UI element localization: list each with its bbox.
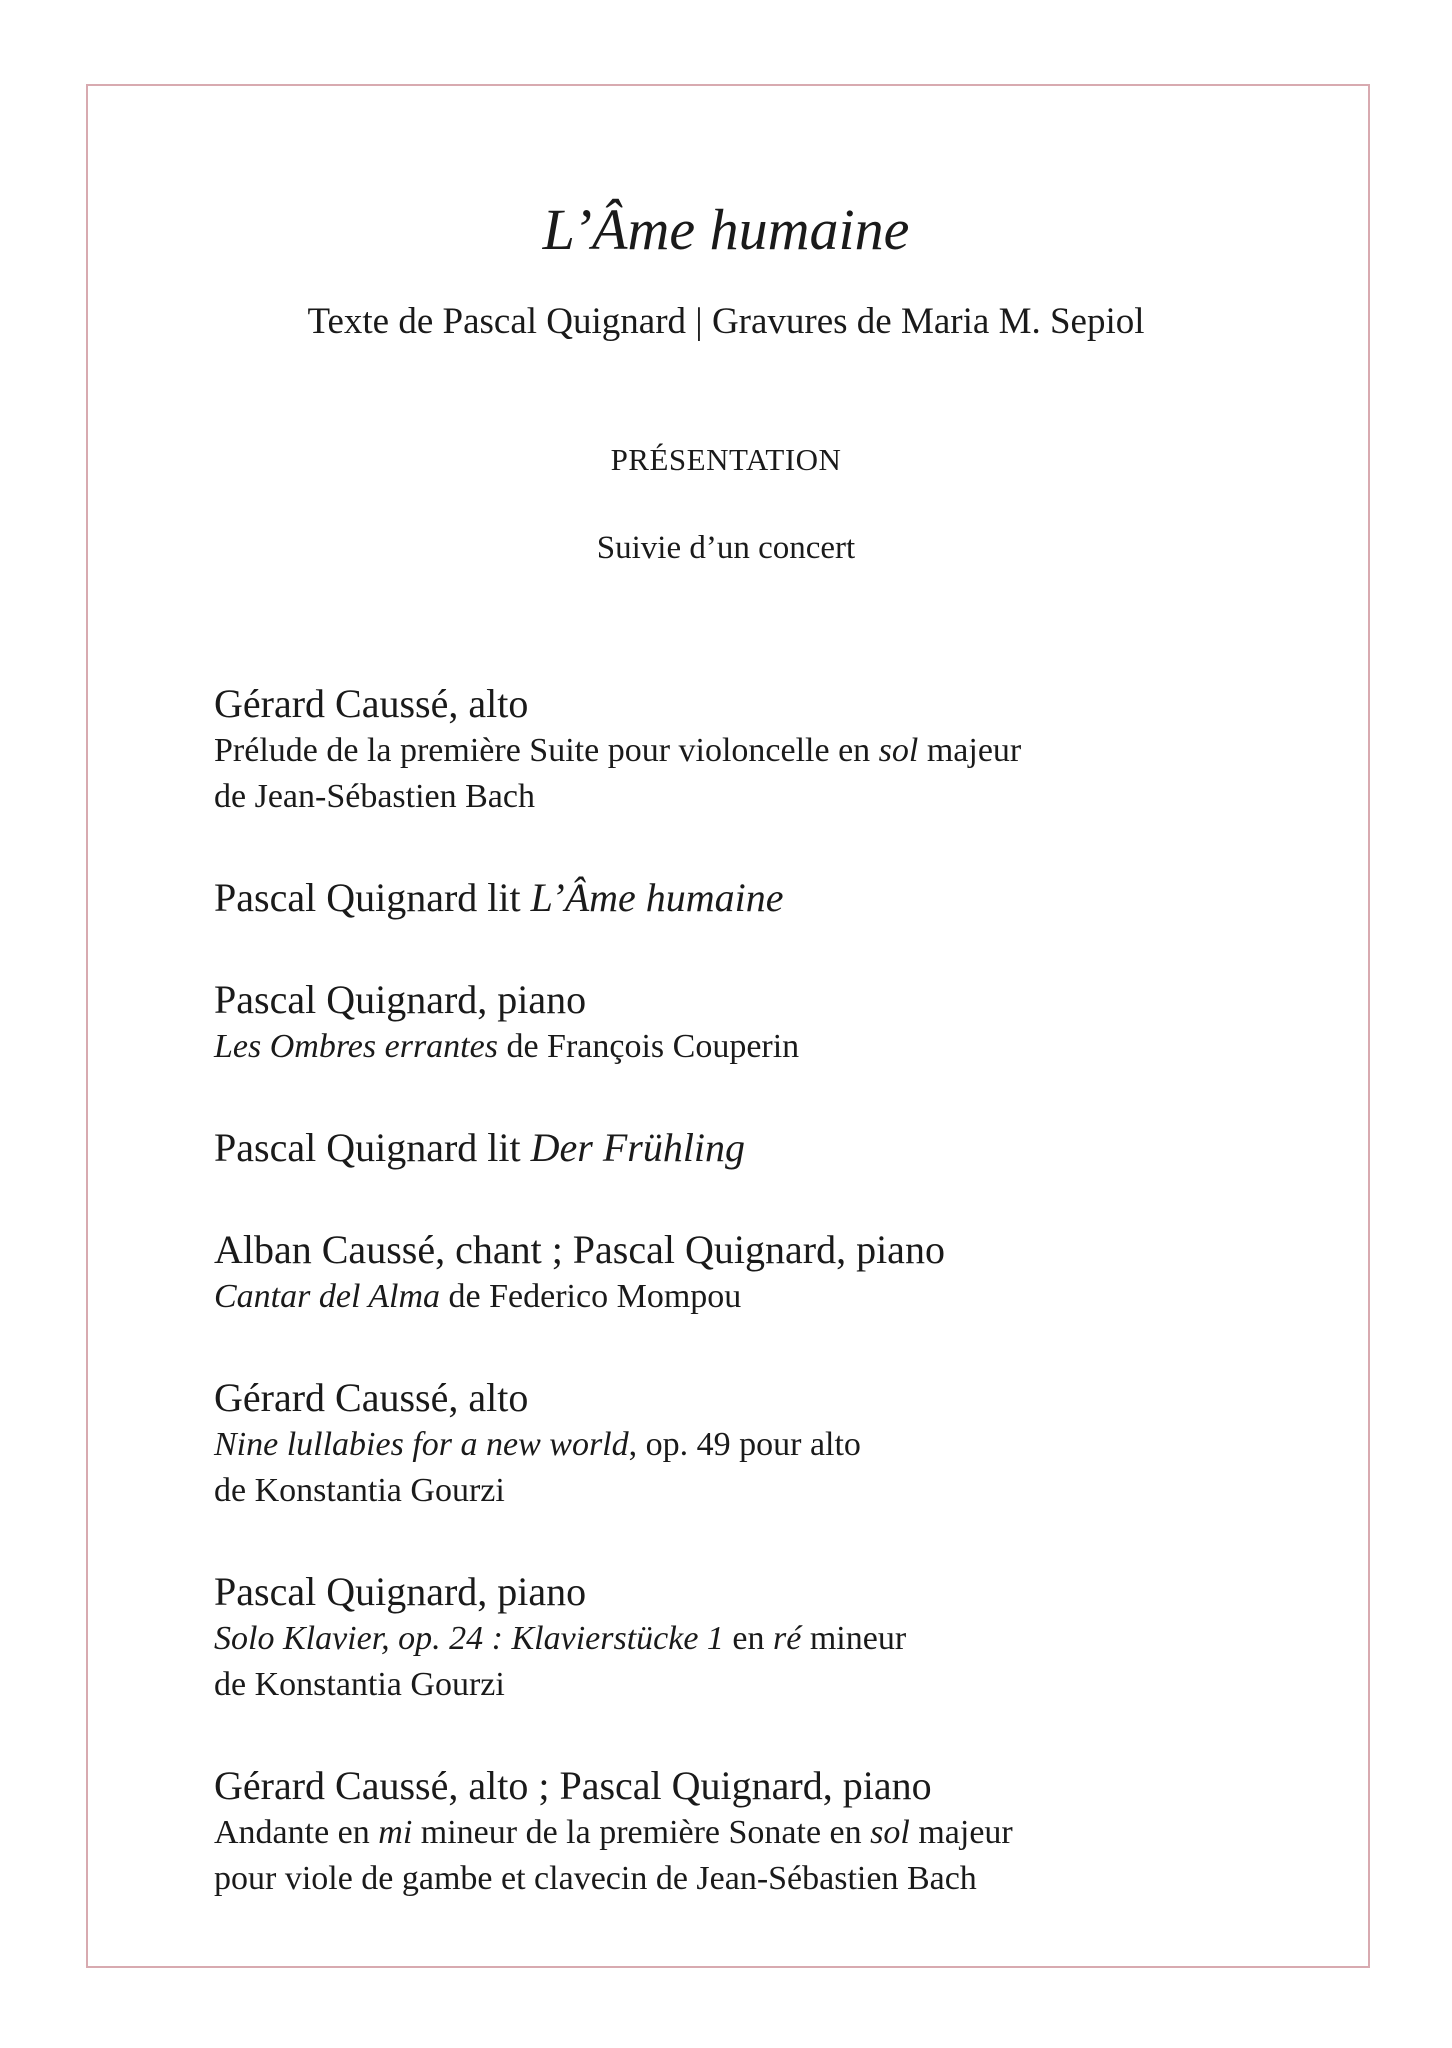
performer: Gérard Caussé, alto xyxy=(214,1375,529,1420)
concert-subheading: Suivie d’un concert xyxy=(596,530,856,566)
work-line: pour viole de gambe et clavecin de Jean-Sébastien Bach xyxy=(214,1860,977,1897)
page-subtitle: Texte de Pascal Quignard | Gravures de Maria M. Sepiol xyxy=(307,301,1145,342)
work-line: Cantar del Alma de Federico Mompou xyxy=(214,1278,742,1315)
performer: Gérard Caussé, alto ; Pascal Quignard, piano xyxy=(214,1763,932,1808)
performer: Gérard Caussé, alto xyxy=(214,681,529,726)
program-item xyxy=(214,1762,1274,1902)
program-list xyxy=(214,680,1274,1956)
program-item xyxy=(214,976,1274,1070)
work-line: Solo Klavier, op. 24 : Klavierstücke 1 en ré mineur xyxy=(214,1620,907,1657)
work-line: de Jean-Sébastien Bach xyxy=(214,778,535,815)
program-item xyxy=(214,1568,1274,1708)
work-line: de Konstantia Gourzi xyxy=(214,1472,505,1509)
performer: Alban Caussé, chant ; Pascal Quignard, piano xyxy=(214,1227,945,1272)
program-item xyxy=(214,680,1274,820)
work-line: de Konstantia Gourzi xyxy=(214,1666,505,1703)
work-line: Les Ombres errantes de François Couperin xyxy=(214,1028,800,1065)
work-line: Prélude de la première Suite pour violoncelle en sol majeur xyxy=(214,732,1022,769)
reading: Pascal Quignard lit Der Frühling xyxy=(214,1125,746,1170)
work-line: Nine lullabies for a new world, op. 49 pour alto xyxy=(214,1426,861,1463)
section-heading: PRÉSENTATION xyxy=(610,442,842,477)
performer: Pascal Quignard, piano xyxy=(214,1569,587,1614)
work-line: Andante en mi mineur de la première Sonate en sol majeur xyxy=(214,1814,1013,1851)
performer: Pascal Quignard, piano xyxy=(214,977,587,1022)
program-item xyxy=(214,1374,1274,1514)
program-item xyxy=(214,874,1274,922)
program-item xyxy=(214,1124,1274,1172)
program-item xyxy=(214,1226,1274,1320)
reading: Pascal Quignard lit L’Âme humaine xyxy=(214,875,784,920)
page-title: L’Âme humaine xyxy=(542,197,910,262)
